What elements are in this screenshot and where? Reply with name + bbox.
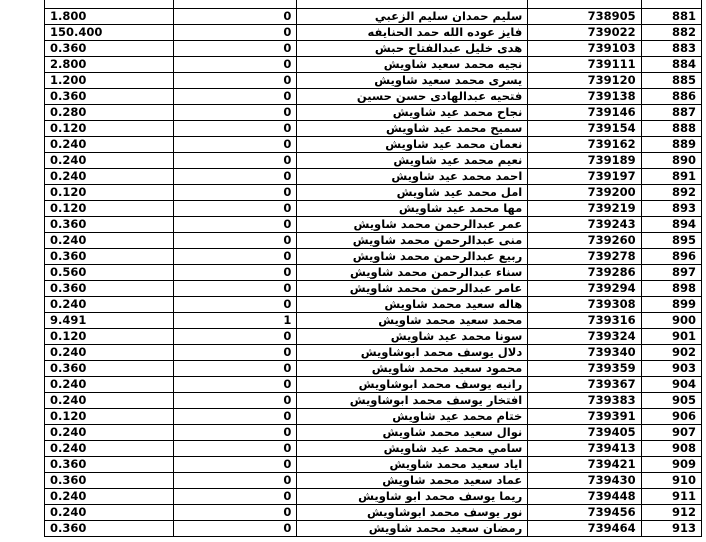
name-cell[interactable]: رمضان سعيد محمد شاويش (297, 521, 528, 537)
name-cell[interactable]: سليم حمدان سليم الزعبي (297, 9, 528, 25)
reference-number-cell[interactable]: 739340 (528, 345, 641, 361)
amount-cell[interactable]: 0.240 (45, 393, 174, 409)
reference-number-cell[interactable]: 739286 (528, 265, 641, 281)
row-number-cell[interactable]: 900 (641, 313, 701, 329)
amount-cell[interactable]: 2.800 (45, 57, 174, 73)
table-row (45, 425, 702, 441)
name-cell[interactable]: منى عبدالرحمن محمد شاويش (297, 233, 528, 249)
name-cell[interactable]: عامر عبدالرحمن محمد شاويش (297, 281, 528, 297)
reference-number-cell[interactable]: 739294 (528, 281, 641, 297)
amount-cell[interactable]: 0.240 (45, 137, 174, 153)
reference-number-cell[interactable]: 739430 (528, 473, 641, 489)
count-cell[interactable]: 0 (173, 121, 297, 137)
count-cell[interactable]: 0 (173, 425, 297, 441)
name-cell[interactable]: نجيه محمد سعيد شاويش (297, 57, 528, 73)
reference-number-cell[interactable]: 739022 (528, 25, 641, 41)
reference-number-cell[interactable]: 739103 (528, 41, 641, 57)
reference-number-cell[interactable]: 739405 (528, 425, 641, 441)
name-cell[interactable]: اياد سعيد محمد شاويش (297, 457, 528, 473)
table-row (45, 489, 702, 505)
name-cell[interactable]: احمد محمد عيد شاويش (297, 169, 528, 185)
amount-cell[interactable]: 0.240 (45, 169, 174, 185)
reference-number-cell[interactable]: 739413 (528, 441, 641, 457)
row-number-cell[interactable]: 897 (641, 265, 701, 281)
amount-cell[interactable]: 0.360 (45, 217, 174, 233)
table-row (45, 377, 702, 393)
table-row (45, 473, 702, 489)
reference-number-cell[interactable]: 739260 (528, 233, 641, 249)
amount-cell[interactable]: 0.120 (45, 185, 174, 201)
table-row (45, 249, 702, 265)
name-cell[interactable]: امل محمد عيد شاويش (297, 185, 528, 201)
amount-cell[interactable]: 150.400 (45, 25, 174, 41)
reference-number-cell[interactable]: 739154 (528, 121, 641, 137)
name-cell[interactable]: مها محمد عيد شاويش (297, 201, 528, 217)
reference-number-cell[interactable]: 739464 (528, 521, 641, 537)
reference-number-cell[interactable]: 738905 (528, 9, 641, 25)
reference-number-cell[interactable]: 739219 (528, 201, 641, 217)
count-cell[interactable]: 0 (173, 201, 297, 217)
amount-cell[interactable]: 0.120 (45, 329, 174, 345)
count-cell[interactable]: 0 (173, 105, 297, 121)
row-number-cell[interactable]: 901 (641, 329, 701, 345)
amount-cell[interactable]: 0.240 (45, 233, 174, 249)
table-row (45, 121, 702, 137)
row-number-cell[interactable]: 904 (641, 377, 701, 393)
table-row (45, 505, 702, 521)
table-row (45, 393, 702, 409)
count-cell[interactable]: 0 (173, 377, 297, 393)
name-cell[interactable]: يسرى محمد سعيد شاويش (297, 73, 528, 89)
table-row (45, 9, 702, 25)
table-row (45, 137, 702, 153)
row-number-cell[interactable]: 895 (641, 233, 701, 249)
name-cell[interactable]: نوال سعيد محمد شاويش (297, 425, 528, 441)
name-cell[interactable]: رانيه يوسف محمد ابوشاويش (297, 377, 528, 393)
reference-number-cell[interactable]: 739391 (528, 409, 641, 425)
table-row (45, 41, 702, 57)
name-cell[interactable]: فتحيه عبدالهادى حسن حسين (297, 89, 528, 105)
count-cell[interactable]: 0 (173, 73, 297, 89)
amount-cell[interactable]: 0.240 (45, 153, 174, 169)
row-number-cell[interactable]: 885 (641, 73, 701, 89)
table-row (45, 153, 702, 169)
reference-number-cell[interactable]: 739162 (528, 137, 641, 153)
count-cell[interactable]: 0 (173, 361, 297, 377)
reference-number-cell[interactable]: 739243 (528, 217, 641, 233)
count-cell[interactable]: 0 (173, 89, 297, 105)
row-number-cell[interactable]: 899 (641, 297, 701, 313)
row-number-cell[interactable]: 889 (641, 137, 701, 153)
amount-cell[interactable]: 0.360 (45, 249, 174, 265)
name-cell[interactable]: عماد سعيد محمد شاويش (297, 473, 528, 489)
amount-cell[interactable]: 0.360 (45, 361, 174, 377)
table-row (45, 73, 702, 89)
reference-number-cell[interactable]: 739421 (528, 457, 641, 473)
table-row (45, 217, 702, 233)
reference-number-cell[interactable]: 739324 (528, 329, 641, 345)
count-cell[interactable]: 0 (173, 25, 297, 41)
count-cell[interactable]: 0 (173, 393, 297, 409)
amount-cell[interactable]: 0.240 (45, 425, 174, 441)
table-row (45, 89, 702, 105)
name-cell[interactable]: نور يوسف محمد ابوشاويش (297, 505, 528, 521)
reference-number-cell[interactable]: 739316 (528, 313, 641, 329)
reference-number-cell[interactable]: 739138 (528, 89, 641, 105)
count-cell[interactable]: 0 (173, 329, 297, 345)
count-cell[interactable]: 0 (173, 441, 297, 457)
records-table-body (45, 0, 702, 537)
table-row (45, 457, 702, 473)
amount-cell[interactable]: 0.240 (45, 297, 174, 313)
amount-cell[interactable]: 0.360 (45, 281, 174, 297)
reference-number-cell[interactable]: 739189 (528, 153, 641, 169)
count-cell[interactable]: 0 (173, 217, 297, 233)
name-cell[interactable]: دلال يوسف محمد ابوشاويش (297, 345, 528, 361)
amount-cell[interactable]: 0.360 (45, 473, 174, 489)
row-number-cell[interactable]: 882 (641, 25, 701, 41)
amount-cell[interactable]: 0.120 (45, 121, 174, 137)
row-number-cell[interactable]: 896 (641, 249, 701, 265)
row-number-cell[interactable]: 893 (641, 201, 701, 217)
name-cell[interactable]: سامي محمد عيد شاويش (297, 441, 528, 457)
row-number-cell[interactable] (641, 0, 701, 9)
table-row (45, 313, 702, 329)
row-number-cell[interactable]: 908 (641, 441, 701, 457)
row-number-cell[interactable]: 913 (641, 521, 701, 537)
reference-number-cell[interactable]: 739383 (528, 393, 641, 409)
name-cell[interactable]: محمد سعيد محمد شاويش (297, 313, 528, 329)
count-cell[interactable]: 0 (173, 153, 297, 169)
row-number-cell[interactable]: 902 (641, 345, 701, 361)
row-number-cell[interactable]: 887 (641, 105, 701, 121)
row-number-cell[interactable]: 907 (641, 425, 701, 441)
amount-cell[interactable]: 0.560 (45, 265, 174, 281)
row-number-cell[interactable]: 884 (641, 57, 701, 73)
table-row (45, 57, 702, 73)
row-number-cell[interactable]: 894 (641, 217, 701, 233)
reference-number-cell[interactable]: 739448 (528, 489, 641, 505)
count-cell[interactable] (173, 0, 297, 9)
reference-number-cell[interactable]: 739111 (528, 57, 641, 73)
row-number-cell[interactable]: 905 (641, 393, 701, 409)
row-number-cell[interactable]: 881 (641, 9, 701, 25)
amount-cell[interactable]: 0.120 (45, 201, 174, 217)
count-cell[interactable]: 0 (173, 281, 297, 297)
name-cell[interactable]: ربيع عبدالرحمن محمد شاويش (297, 249, 528, 265)
name-cell[interactable]: عمر عبدالرحمن محمد شاويش (297, 217, 528, 233)
name-cell[interactable]: نعيم محمد عيد شاويش (297, 153, 528, 169)
amount-cell[interactable]: 0.240 (45, 345, 174, 361)
table-row (45, 233, 702, 249)
table-row (45, 281, 702, 297)
count-cell[interactable]: 0 (173, 473, 297, 489)
reference-number-cell[interactable]: 739367 (528, 377, 641, 393)
count-cell[interactable]: 0 (173, 233, 297, 249)
name-cell[interactable]: نعمان محمد عيد شاويش (297, 137, 528, 153)
row-number-cell[interactable]: 890 (641, 153, 701, 169)
count-cell[interactable]: 1 (173, 313, 297, 329)
reference-number-cell[interactable]: 739456 (528, 505, 641, 521)
name-cell[interactable] (297, 0, 528, 9)
amount-cell[interactable]: 9.491 (45, 313, 174, 329)
table-row (45, 169, 702, 185)
row-number-cell[interactable]: 888 (641, 121, 701, 137)
count-cell[interactable]: 0 (173, 57, 297, 73)
table-row (45, 105, 702, 121)
reference-number-cell[interactable]: 739359 (528, 361, 641, 377)
name-cell[interactable]: هدى خليل عبدالفتاح حبش (297, 41, 528, 57)
name-cell[interactable]: ختام محمد عيد شاويش (297, 409, 528, 425)
reference-number-cell[interactable]: 739197 (528, 169, 641, 185)
count-cell[interactable]: 0 (173, 169, 297, 185)
count-cell[interactable]: 0 (173, 185, 297, 201)
name-cell[interactable]: سناء عبدالرحمن محمد شاويش (297, 265, 528, 281)
table-row (45, 185, 702, 201)
name-cell[interactable]: سونا محمد عيد شاويش (297, 329, 528, 345)
amount-cell[interactable]: 1.800 (45, 9, 174, 25)
reference-number-cell[interactable]: 739146 (528, 105, 641, 121)
name-cell[interactable]: فايز عوده الله حمد الحنايفه (297, 25, 528, 41)
amount-cell[interactable]: 0.360 (45, 89, 174, 105)
count-cell[interactable]: 0 (173, 489, 297, 505)
row-number-cell[interactable]: 891 (641, 169, 701, 185)
amount-cell[interactable]: 0.240 (45, 377, 174, 393)
table-row (45, 297, 702, 313)
count-cell[interactable]: 0 (173, 249, 297, 265)
records-table (44, 0, 702, 537)
table-row (45, 25, 702, 41)
row-number-cell[interactable]: 903 (641, 361, 701, 377)
count-cell[interactable]: 0 (173, 505, 297, 521)
row-number-cell[interactable]: 912 (641, 505, 701, 521)
name-cell[interactable]: ريما يوسف محمد ابو شاويش (297, 489, 528, 505)
name-cell[interactable]: افتخار يوسف محمد ابوشاويش (297, 393, 528, 409)
row-number-cell[interactable]: 911 (641, 489, 701, 505)
reference-number-cell[interactable] (528, 0, 641, 9)
table-row (45, 345, 702, 361)
count-cell[interactable]: 0 (173, 345, 297, 361)
count-cell[interactable]: 0 (173, 41, 297, 57)
reference-number-cell[interactable]: 739200 (528, 185, 641, 201)
amount-cell[interactable]: 0.240 (45, 505, 174, 521)
table-row (45, 201, 702, 217)
amount-cell[interactable]: 0.240 (45, 441, 174, 457)
table-row (45, 265, 702, 281)
count-cell[interactable]: 0 (173, 521, 297, 537)
amount-cell[interactable]: 0.120 (45, 409, 174, 425)
amount-cell[interactable]: 0.240 (45, 489, 174, 505)
count-cell[interactable]: 0 (173, 9, 297, 25)
row-number-cell[interactable]: 886 (641, 89, 701, 105)
count-cell[interactable]: 0 (173, 457, 297, 473)
amount-cell[interactable]: 0.280 (45, 105, 174, 121)
count-cell[interactable]: 0 (173, 137, 297, 153)
name-cell[interactable]: محمود سعيد محمد شاويش (297, 361, 528, 377)
amount-cell[interactable] (45, 0, 174, 9)
spreadsheet-sheet (44, 0, 702, 537)
table-row (45, 0, 702, 9)
table-row (45, 329, 702, 345)
row-number-cell[interactable]: 883 (641, 41, 701, 57)
row-number-cell[interactable]: 892 (641, 185, 701, 201)
row-number-cell[interactable]: 906 (641, 409, 701, 425)
reference-number-cell[interactable]: 739308 (528, 297, 641, 313)
reference-number-cell[interactable]: 739120 (528, 73, 641, 89)
table-row (45, 361, 702, 377)
reference-number-cell[interactable]: 739278 (528, 249, 641, 265)
amount-cell[interactable]: 1.200 (45, 73, 174, 89)
amount-cell[interactable]: 0.360 (45, 457, 174, 473)
name-cell[interactable]: سميح محمد عيد شاويش (297, 121, 528, 137)
count-cell[interactable]: 0 (173, 297, 297, 313)
name-cell[interactable]: نجاح محمد عيد شاويش (297, 105, 528, 121)
name-cell[interactable]: هاله سعيد محمد شاويش (297, 297, 528, 313)
amount-cell[interactable]: 0.360 (45, 521, 174, 537)
count-cell[interactable]: 0 (173, 265, 297, 281)
row-number-cell[interactable]: 910 (641, 473, 701, 489)
row-number-cell[interactable]: 898 (641, 281, 701, 297)
table-row (45, 441, 702, 457)
table-row (45, 409, 702, 425)
row-number-cell[interactable]: 909 (641, 457, 701, 473)
amount-cell[interactable]: 0.360 (45, 41, 174, 57)
count-cell[interactable]: 0 (173, 409, 297, 425)
table-row (45, 521, 702, 537)
